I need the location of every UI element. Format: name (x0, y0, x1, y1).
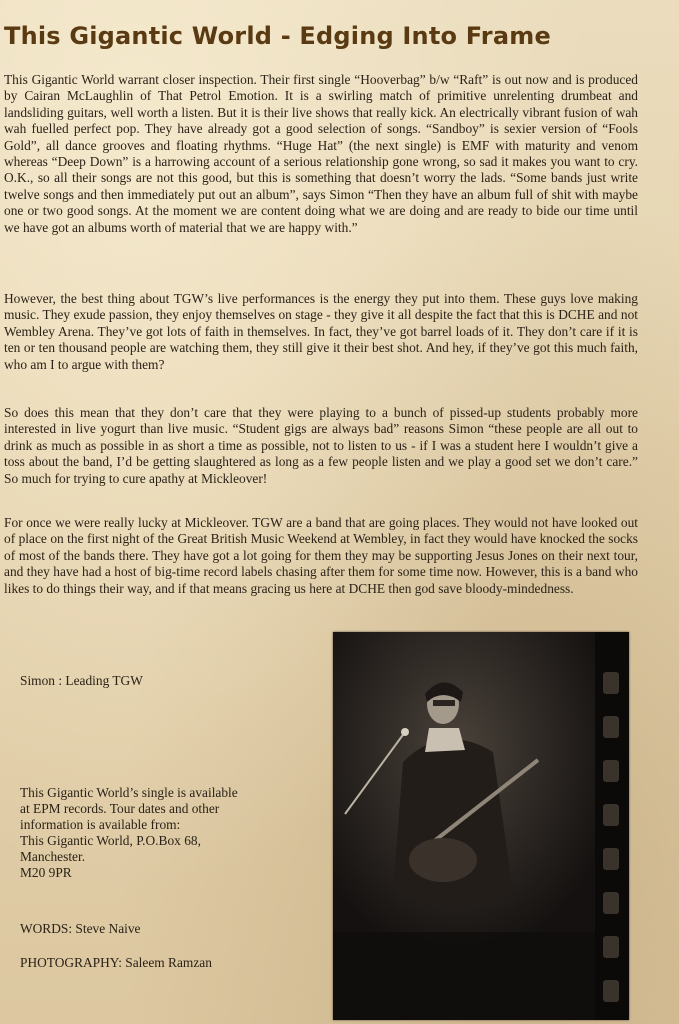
photo-caption: Simon : Leading TGW (20, 673, 143, 688)
band-photo-image (333, 632, 629, 1020)
band-photo (333, 632, 629, 1020)
contact-info (20, 785, 290, 881)
words-credit: WORDS: Steve Naive (20, 921, 141, 936)
article-paragraph-4: For once we were really lucky at Mickleover. TGW are a band that are going places. They would not have looked out of place on the first night of the Great British Music Weekend at Wembley, in fact they would have knocked the socks of most of the bands there. They have got a lot going for them they may be supporting Jesus Jones on their next tour, and they have had a host of big-time record labels chasing after them for some time now. However, this is a band who likes to do things their way, and if that means gracing us here at DCHE then god save bloody-mindedness. (4, 515, 638, 596)
article-paragraph-2: However, the best thing about TGW’s live performances is the energy they put into them. These guys love making music. They exude passion, they enjoy themselves on stage - they give it all despite the fact that this is DCHE and not Wembley Arena. They’ve got lots of faith in themselves. In fact, they’ve got barrel loads of it. They don’t care if it is ten or ten thousand people are watching them, they still give it their best shot. And hey, if they’ve got this much faith, who am I to argue with them? (4, 291, 638, 372)
photography-credit: PHOTOGRAPHY: Saleem Ramzan (20, 955, 212, 970)
contact-info-line: This Gigantic World, P.O.Box 68, (20, 833, 201, 848)
contact-info-line: Manchester. (20, 849, 86, 864)
contact-info-line: information is available from: (20, 817, 181, 832)
contact-info-line: at EPM records. Tour dates and other (20, 801, 220, 816)
article-paragraph-1: This Gigantic World warrant closer inspection. Their first single “Hooverbag” b/w “Raft” is out now and is produced by Cairan McLaughlin of That Petrol Emotion. It is a swirling match of primitive unrelenting drumbeat and landsliding guitars, well worth a listen. But it is their live shows that really kick. An electrically vibrant fusion of wah wah fuelled perfect pop. They have already got a good selection of songs. “Sandboy” is sexier version of “Fools Gold”, all dance grooves and floating rhythms. “Huge Hat” (the next single) is EMF with maturity and venom whereas “Deep Down” is a harrowing account of a serious relationship gone wrong, so sad it makes you want to cry. O.K., so all their songs are not this good, but this is something that doesn’t worry the lads. “Some bands just write twelve songs and then immediately put out an album”, says Simon “Then they have an album full of shit with maybe one or two good songs. At the moment we are content doing what we are doing and are ready to bide our time until we have got an albums worth of material that we are happy with.” (4, 72, 638, 235)
article-title: This Gigantic World - Edging Into Frame (4, 22, 551, 50)
contact-info-line: M20 9PR (20, 865, 72, 880)
contact-info-line: This Gigantic World’s single is available (20, 785, 238, 800)
article-paragraph-3: So does this mean that they don’t care that they were playing to a bunch of pissed-up students probably more interested in live yogurt than live music. “Student gigs are always bad” reasons Simon “these people are all out to drink as much as possible in as short a time as possible, not to listen to us - if I was a student here I wouldn’t give a toss about the band, I’d be getting slaughtered as long as a few people listen and we play a good set we don’t care.” So much for trying to cure apathy at Mickleover! (4, 405, 638, 486)
